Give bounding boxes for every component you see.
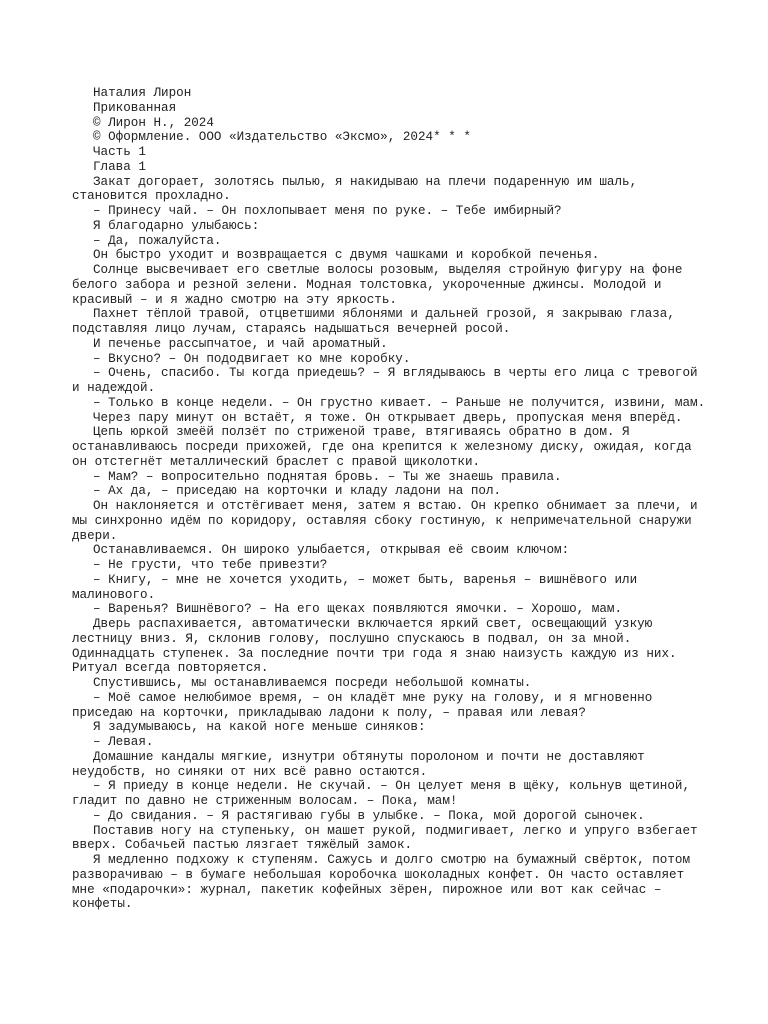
paragraph: Он быстро уходит и возвращается с двумя чашками и коробкой печенья. <box>93 248 600 263</box>
paragraph: – Вкусно? – Он пододвигает ко мне коробку. <box>93 351 411 366</box>
paragraph: – Я приеду в конце недели. Не скучай. – Он целует меня в щёку, кольнув щетиной, гладит по давно не стриженным волосам. – Пока, мам! <box>72 779 691 808</box>
chapter-heading: Глава 1 <box>93 159 146 174</box>
copyright-author: © Лирон Н., 2024 <box>93 115 214 130</box>
paragraph: Солнце высвечивает его светлые волосы розовым, выделяя стройную фигуру на фоне белого забора и резной зелени. Модная толстовка, укороченные джинсы. Молодой и красивый – и я жадно смотрю на эту яркость. <box>72 263 683 307</box>
paragraph: Цепь юркой змеёй ползёт по стриженой траве, втягиваясь обратно в дом. Я останавливаюсь посреди прихожей, где она крепится к железному диску, ожидая, когда он отстегнёт металлический браслет с правой щиколотки. <box>72 425 692 469</box>
paragraph: – Только в конце недели. – Он грустно кивает. – Раньше не получится, извини, мам. <box>93 395 706 410</box>
paragraph: – Не грусти, что тебе привезти? <box>93 558 328 572</box>
paragraph: Он наклоняется и отстёгивает меня, затем я встаю. Он крепко обнимает за плечи, и мы синхронно идём по коридору, оставляя сбоку гостиную, к непримечательной снаружи двери. <box>72 499 698 543</box>
paragraph: – Принесу чай. – Он похлопывает меня по руке. – Тебе имбирный? <box>93 204 562 218</box>
paragraph: Закат догорает, золотясь пылью, я накидываю на плечи подаренную им шаль, становится прохладно. <box>72 174 638 204</box>
paragraph: И печенье рассыпчатое, и чай ароматный. <box>93 336 388 351</box>
paragraph: – Книгу, – мне не хочется уходить, – может быть, варенья – вишнёвого или малинового. <box>72 572 638 602</box>
paragraph: Спустившись, мы останавливаемся посреди небольшой комнаты. <box>93 676 532 690</box>
paragraph: Я благодарно улыбаюсь: <box>93 218 260 233</box>
paragraph: Я медленно подхожу к ступеням. Сажусь и долго смотрю на бумажный свёрток, потом разворачиваю – в бумаге небольшая коробочка шоколадных конфет. Он часто оставляет мне «подарочки»: журнал, пакетик кофейных зёрен, пирожное или вот как сейчас – конфеты. <box>72 853 691 912</box>
book-title: Прикованная <box>93 100 177 115</box>
document-page <box>72 86 712 912</box>
paragraph: – Варенья? Вишнёвого? – На его щеках появляются ямочки. – Хорошо, мам. <box>93 602 623 617</box>
copyright-publisher: © Оформление. ООО «Издательство «Эксмо», 2024* * * <box>93 130 471 145</box>
paragraph: Через пару минут он встаёт, я тоже. Он открывает дверь, пропуская меня вперёд. <box>93 410 683 425</box>
paragraph: Дверь распахивается, автоматически включается яркий свет, освещающий узкую лестницу вниз. Я, склонив голову, послушно спускаюсь в подвал, он за мной. Одиннадцать ступенек. За последние почти три года я знаю наизусть каждую из них. Ритуал всегда повторяется. <box>72 617 677 676</box>
paragraph: – Моё самое нелюбимое время, – он кладёт мне руку на голову, и я мгновенно приседаю на корточки, прикладываю ладони к полу, – правая или левая? <box>72 690 653 720</box>
paragraph: Останавливаемся. Он широко улыбается, открывая её своим ключом: <box>93 543 570 558</box>
author-name: Наталия Лирон <box>93 86 192 100</box>
paragraph: Поставив ногу на ступеньку, он машет рукой, подмигивает, легко и упруго взбегает вверх. Собачьей пастью лязгает тяжёлый замок. <box>72 823 698 853</box>
paragraph: – До свидания. – Я растягиваю губы в улыбке. – Пока, мой дорогой сыночек. <box>93 808 645 823</box>
paragraph: – Ах да, – приседаю на корточки и кладу ладони на пол. <box>93 484 502 499</box>
paragraph: – Левая. <box>93 735 154 749</box>
paragraph: – Очень, спасибо. Ты когда приедешь? – Я вглядываюсь в черты его лица с тревогой и надеждой. <box>72 366 698 395</box>
part-heading: Часть 1 <box>93 145 146 159</box>
paragraph: – Мам? – вопросительно поднятая бровь. – Ты же знаешь правила. <box>93 469 562 484</box>
paragraph: Домашние кандалы мягкие, изнутри обтянуты поролоном и почти не доставляют неудобств, но синяки от них всё равно остаются. <box>72 749 645 779</box>
paragraph: Я задумываюсь, на какой ноге меньше синяков: <box>93 720 426 735</box>
paragraph: Пахнет тёплой травой, отцветшими яблонями и дальней грозой, я закрываю глаза, подставляя лицо лучам, стараясь надышаться вечерней росой. <box>72 307 675 336</box>
paragraph: – Да, пожалуйста. <box>93 233 222 248</box>
